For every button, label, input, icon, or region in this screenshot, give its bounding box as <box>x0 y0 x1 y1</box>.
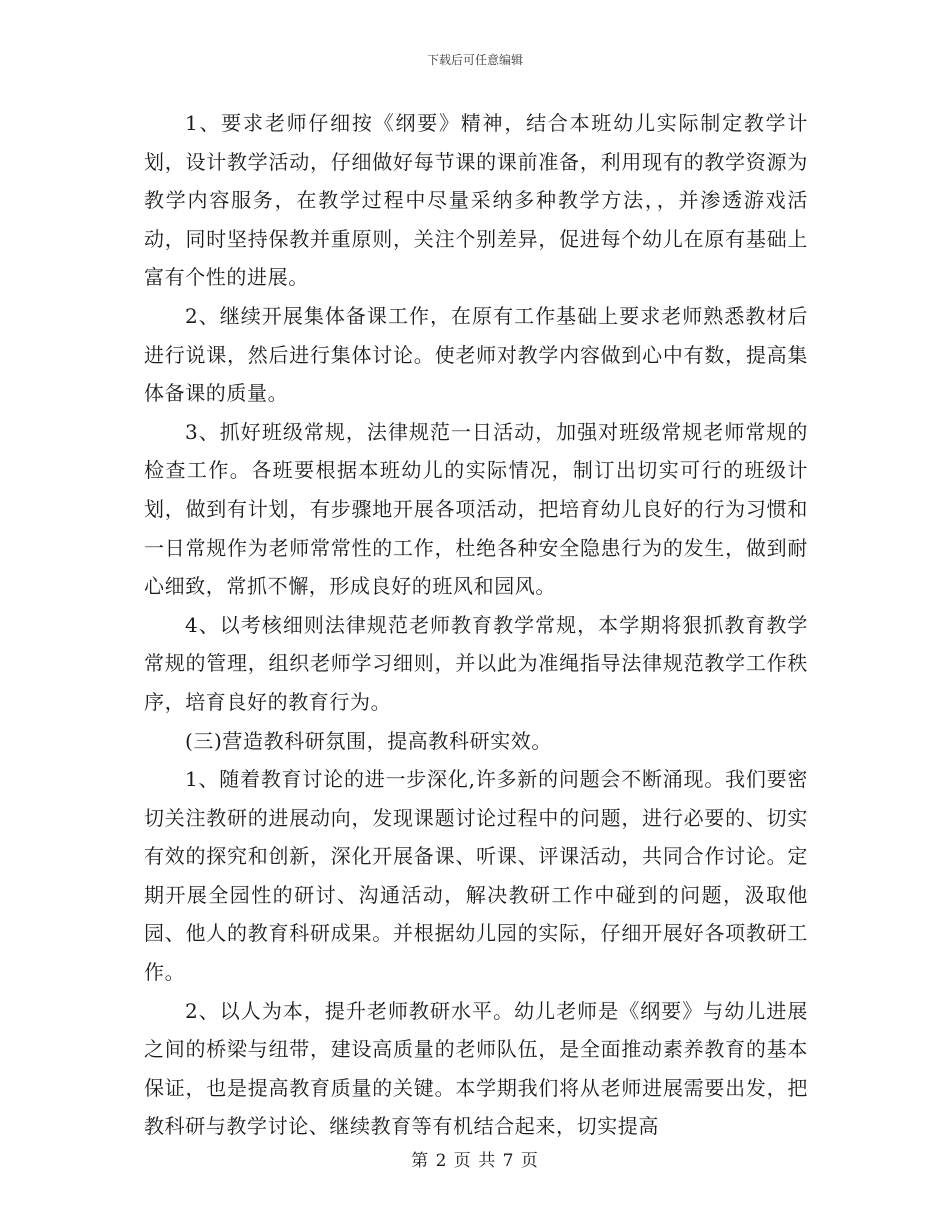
paragraph-3: 3、抓好班级常规，法律规范一日活动，加强对班级常规老师常规的检查工作。各班要根据本班幼儿的实际情况，制订出切实可行的班级计划，做到有计划，有步骤地开展各项活动，把培育幼儿良好的行为习惯和一日常规作为老师常常性的工作，杜绝各种安全隐患行为的发生，做到耐心细致，常抓不懈，形成良好的班风和园风。 <box>144 419 808 599</box>
paragraph-4: 4、以考核细则法律规范老师教育教学常规，本学期将狠抓教育教学常规的管理，组织老师学习细则，并以此为准绳指导法律规范教学工作秩序，培育良好的教育行为。 <box>144 612 808 714</box>
paragraph-6: 1、随着教育讨论的进一步深化,许多新的问题会不断涌现。我们要密切关注教研的进展动向，发现课题讨论过程中的问题，进行必要的、切实有效的探究和创新，深化开展备课、听课、评课活动，共同合作讨论。定期开展全园性的研讨、沟通活动，解决教研工作中碰到的问题，汲取他园、他人的教育科研成果。并根据幼儿园的实际，仔细开展好各项教研工作。 <box>144 767 808 985</box>
page-number-footer: 第 2 页 共 7 页 <box>411 1151 539 1171</box>
paragraph-1: 1、要求老师仔细按《纲要》精神，结合本班幼儿实际制定教学计划，设计教学活动，仔细做好每节课的课前准备，利用现有的教学资源为教学内容服务，在教学过程中尽量采纳多种教学方法，，并渗透游戏活动，同时坚持保教并重原则，关注个别差异，促进每个幼儿在原有基础上富有个性的进展。 <box>144 111 808 290</box>
paragraph-2: 2、继续开展集体备课工作，在原有工作基础上要求老师熟悉教材后进行说课，然后进行集体讨论。使老师对教学内容做到心中有数，提高集体备课的质量。 <box>144 303 808 406</box>
paragraph-7: 2、以人为本，提升老师教研水平。幼儿老师是《纲要》与幼儿进展之间的桥梁与纽带，建设高质量的老师队伍，是全面推动素养教育的基本保证，也是提高教育质量的关键。本学期我们将从老师进展需要出发，把教科研与教学讨论、继续教育等有机结合起来，切实提高 <box>144 998 808 1139</box>
document-body <box>144 104 808 1146</box>
section-heading: (三)营造教科研氛围，提高教科研实效。 <box>185 728 553 753</box>
page-header: 下载后可任意编辑 <box>426 53 523 67</box>
